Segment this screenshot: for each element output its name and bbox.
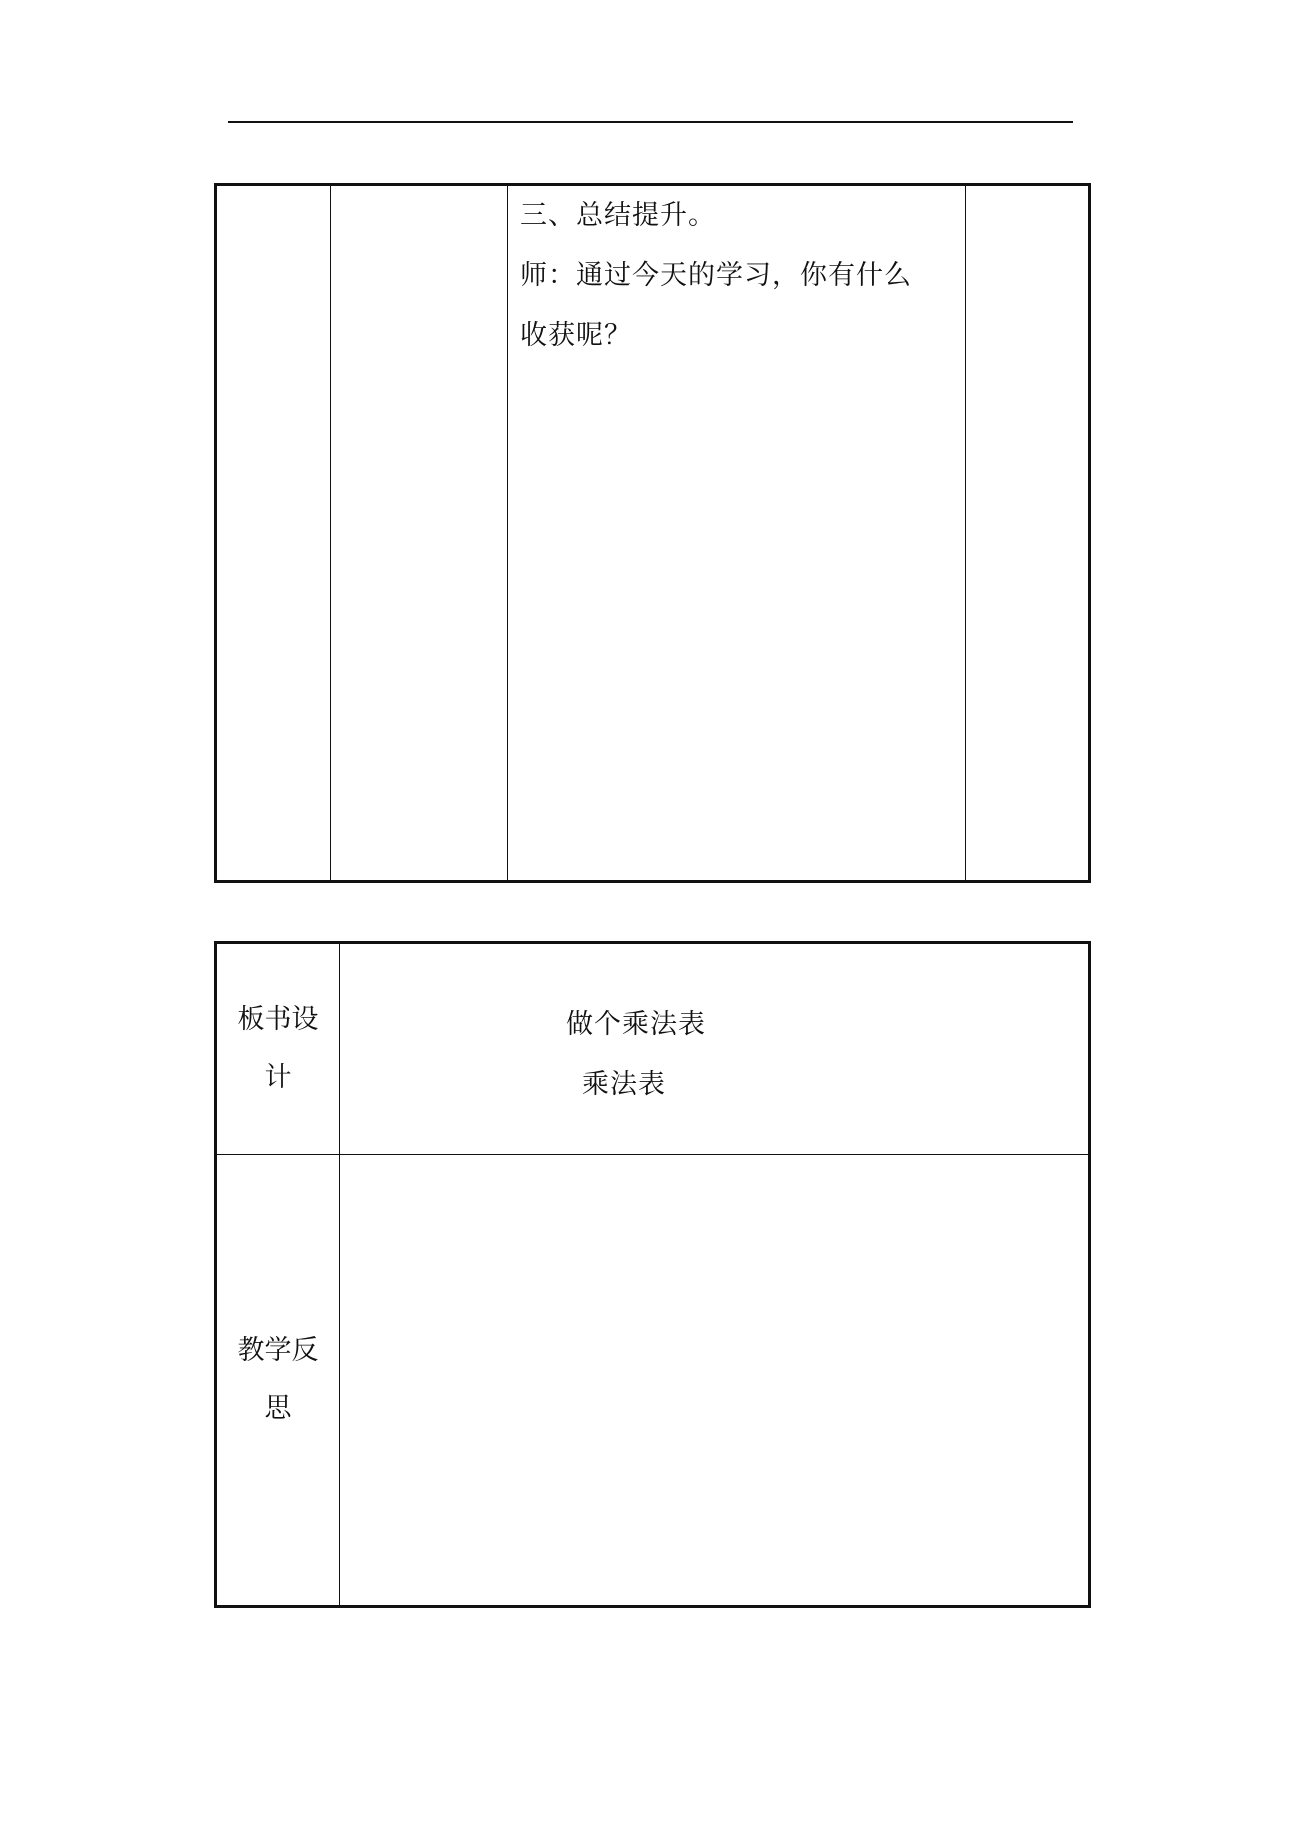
board-design-label-line1: 板书设 [237,1004,319,1035]
reflection-label-line2: 思 [264,1393,292,1424]
table-row [216,185,1090,882]
board-subtitle: 乘法表 [582,1069,666,1100]
stage-cell [216,185,331,882]
teacher-question-line: 师：通过今天的学习，你有什么 [520,260,912,291]
board-title: 做个乘法表 [566,1009,706,1040]
table-row [216,1155,1090,1607]
reflection-label-line1: 教学反 [237,1335,319,1366]
lesson-process-table [214,183,1091,883]
board-design-content [340,943,1090,1155]
reflection-content [340,1155,1090,1607]
section-heading: 三、总结提升。 [520,200,716,231]
objective-cell [331,185,508,882]
board-design-label [216,943,340,1155]
notes-cell [966,185,1090,882]
table-row [216,943,1090,1155]
header-rule [228,121,1073,123]
teacher-question-continuation: 收获呢？ [520,320,632,351]
board-reflection-table [214,941,1091,1608]
board-design-label-line2: 计 [264,1062,292,1093]
reflection-label [216,1155,340,1607]
teaching-content-cell [508,185,966,882]
